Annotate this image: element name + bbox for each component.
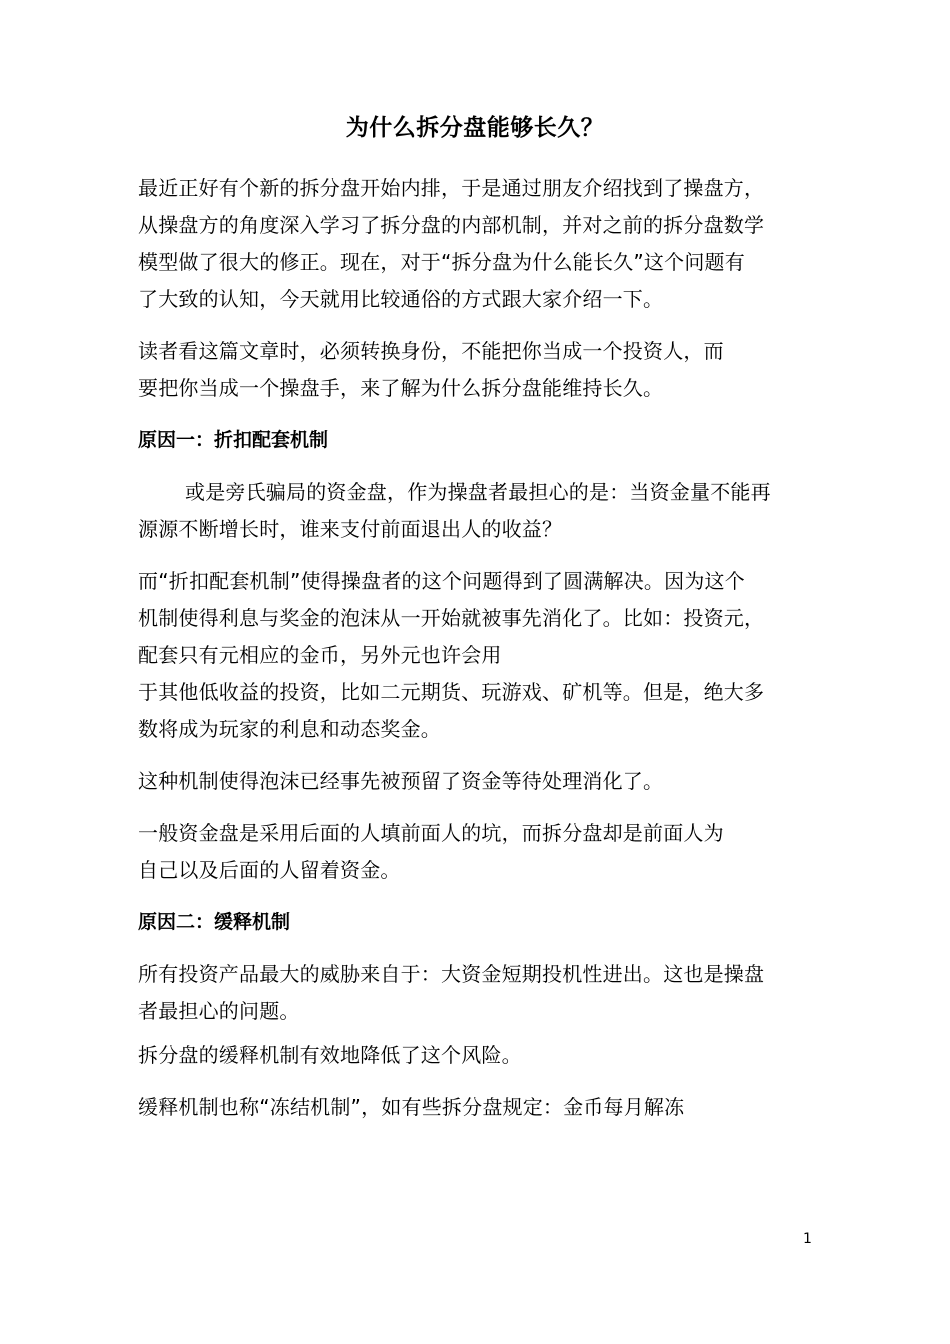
section-heading-reason-one: 原因一：折扣配套机制 [138, 429, 329, 451]
text-line: 最近正好有个新的拆分盘开始内排，于是通过朋友介绍找到了操盘方， [138, 176, 765, 200]
text-line: 数将成为玩家的利息和动态奖金。 [138, 717, 441, 741]
paragraph-ponzi-concern [138, 474, 814, 548]
page-number: 1 [803, 1231, 812, 1247]
text-line: 从操盘方的角度深入学习了拆分盘的内部机制，并对之前的拆分盘数学 [138, 213, 765, 237]
document-body [138, 170, 814, 1141]
paragraph-release-mechanism [138, 1037, 814, 1074]
paragraph-intro [138, 170, 814, 318]
paragraph-discount-mechanism [138, 563, 814, 748]
paragraph-reader-note [138, 333, 814, 407]
document-title: 为什么拆分盘能够长久？ [345, 115, 605, 141]
text-line: 读者看这篇文章时，必须转换身份，不能把你当成一个投资人，而 [138, 339, 724, 363]
text-line: 拆分盘的缓释机制有效地降低了这个风险。 [138, 1043, 522, 1067]
text-line: 所有投资产品最大的威胁来自于：大资金短期投机性进出。这也是操盘 [138, 962, 765, 986]
text-line: 自己以及后面的人留着资金。 [138, 858, 401, 882]
paragraph-bubble-reserve [138, 763, 814, 800]
text-line: 模型做了很大的修正。现在，对于“拆分盘为什么能长久”这个问题有 [138, 250, 745, 274]
paragraph-biggest-threat [138, 956, 814, 1030]
text-line: 或是旁氏骗局的资金盘，作为操盘者最担心的是：当资金量不能再 [185, 480, 771, 504]
text-line: 一般资金盘是采用后面的人填前面人的坑，而拆分盘却是前面人为 [138, 821, 724, 845]
paragraph-comparison [138, 815, 814, 889]
section-heading-reason-two: 原因二：缓释机制 [138, 911, 291, 933]
text-line: 于其他低收益的投资，比如二元期货、玩游戏、矿机等。但是，绝大多 [138, 680, 765, 704]
text-line: 源源不断增长时，谁来支付前面退出人的收益？ [138, 517, 563, 541]
text-line: 这种机制使得泡沫已经事先被预留了资金等待处理消化了。 [138, 769, 664, 793]
text-line: 者最担心的问题。 [138, 999, 300, 1023]
text-line: 机制使得利息与奖金的泡沫从一开始就被事先消化了。比如：投资元， [138, 606, 765, 630]
text-line: 了大致的认知，今天就用比较通俗的方式跟大家介绍一下。 [138, 287, 664, 311]
text-line: 而“折扣配套机制”使得操盘者的这个问题得到了圆满解决。因为这个 [138, 569, 745, 593]
text-line: 要把你当成一个操盘手，来了解为什么拆分盘能维持长久。 [138, 376, 664, 400]
text-line: 缓释机制也称“冻结机制”，如有些拆分盘规定：金币每月解冻 [138, 1095, 685, 1119]
text-line: 配套只有元相应的金币，另外元也许会用 [138, 643, 502, 667]
paragraph-freeze-mechanism [138, 1089, 814, 1126]
